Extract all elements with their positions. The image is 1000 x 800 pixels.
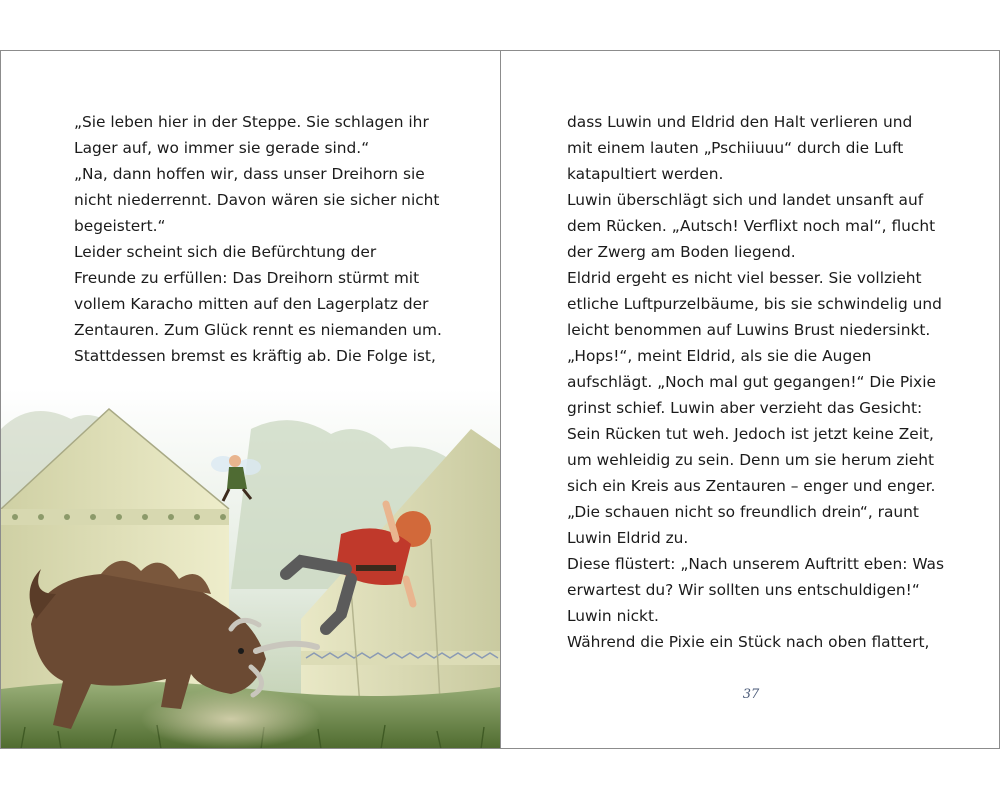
right-page [500, 51, 1000, 748]
book-spread [0, 50, 1000, 749]
text-line: Zentauren. Zum Glück rennt es niemanden um. [74, 321, 442, 339]
text-line: etliche Luftpurzelbäume, bis sie schwindelig und [567, 295, 942, 313]
text-line: dass Luwin und Eldrid den Halt verlieren und [567, 113, 913, 131]
text-line: um wehleidig zu sein. Denn um sie herum zieht [567, 451, 935, 469]
text-line: mit einem lauten „Pschiiuuu“ durch die Luft [567, 139, 904, 157]
text-line: nicht niederrennt. Davon wären sie sicher nicht [74, 191, 440, 209]
text-line: Sein Rücken tut weh. Jedoch ist jetzt keine Zeit, [567, 425, 934, 443]
text-line: sich ein Kreis aus Zentauren – enger und enger. [567, 477, 936, 495]
story-illustration [1, 389, 500, 748]
text-line: begeistert.“ [74, 217, 166, 235]
text-line: leicht benommen auf Luwins Brust niedersinkt. [567, 321, 931, 339]
text-line: Luwin Eldrid zu. [567, 529, 689, 547]
text-line: „Die schauen nicht so freundlich drein“, raunt [567, 503, 919, 521]
text-line: Luwin nickt. [567, 607, 659, 625]
text-line: Diese flüstert: „Nach unserem Auftritt eben: Was [567, 555, 945, 573]
text-line: „Hops!“, meint Eldrid, als sie die Augen [567, 347, 872, 365]
right-page-text [567, 109, 987, 655]
text-line: Während die Pixie ein Stück nach oben flattert, [567, 633, 930, 651]
text-line: der Zwerg am Boden liegend. [567, 243, 796, 261]
text-line: Lager auf, wo immer sie gerade sind.“ [74, 139, 370, 157]
text-line: Eldrid ergeht es nicht viel besser. Sie vollzieht [567, 269, 922, 287]
text-line: vollem Karacho mitten auf den Lagerplatz der [74, 295, 429, 313]
text-line: Luwin überschlägt sich und landet unsanft auf [567, 191, 924, 209]
text-line: erwartest du? Wir sollten uns entschuldigen!“ [567, 581, 920, 599]
left-page [0, 51, 500, 748]
text-line: aufschlägt. „Noch mal gut gegangen!“ Die Pixie [567, 373, 936, 391]
illustration-scene [1, 389, 500, 748]
text-line: dem Rücken. „Autsch! Verflixt noch mal“, flucht [567, 217, 936, 235]
text-line: „Sie leben hier in der Steppe. Sie schlagen ihr [74, 113, 429, 131]
text-line: katapultiert werden. [567, 165, 724, 183]
page-number: 37 [742, 687, 760, 702]
text-line: grinst schief. Luwin aber verzieht das Gesicht: [567, 399, 923, 417]
text-line: „Na, dann hoffen wir, dass unser Dreihorn sie [74, 165, 425, 183]
text-line: Freunde zu erfüllen: Das Dreihorn stürmt mit [74, 269, 420, 287]
left-page-text [74, 109, 494, 369]
text-line: Leider scheint sich die Befürchtung der [74, 243, 377, 261]
text-line: Stattdessen bremst es kräftig ab. Die Folge ist, [74, 347, 436, 365]
